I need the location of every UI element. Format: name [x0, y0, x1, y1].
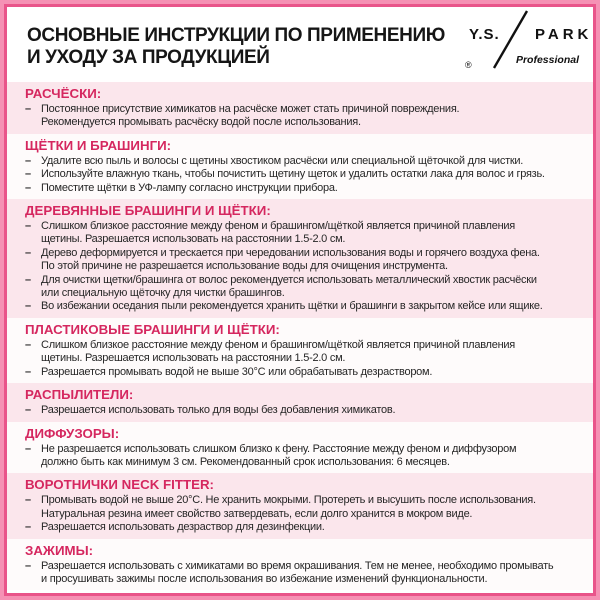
- dash-marker: –: [25, 338, 32, 351]
- bullet-line: Рекомендуется промывать расчёску водой после использования.: [41, 116, 361, 129]
- bullet-list: [25, 494, 590, 534]
- care-section: [4, 82, 596, 134]
- bullet-item: [25, 560, 590, 587]
- dash-marker: –: [25, 494, 32, 507]
- bullet-item: [25, 247, 590, 274]
- bullet-item: [25, 404, 590, 417]
- bullet-list: [25, 103, 590, 130]
- sheet-header: [4, 4, 596, 82]
- bullet-text: [41, 103, 590, 130]
- bullet-text: [41, 155, 590, 168]
- registered-trademark-icon: ®: [465, 60, 472, 70]
- bullet-item: [25, 103, 590, 130]
- care-sections: [4, 82, 596, 590]
- bullet-text: [41, 521, 590, 534]
- dash-marker: –: [25, 181, 32, 194]
- bullet-line: щетины. Разрешается использовать на расстоянии 1.5-2.0 см.: [41, 233, 346, 246]
- section-heading: ДЕРЕВЯННЫЕ БРАШИНГИ И ЩЁТКИ:: [25, 203, 271, 219]
- care-section: [4, 383, 596, 421]
- bullet-line: Разрешается промывать водой не выше 30°C или обрабатывать дезраствором.: [41, 365, 433, 378]
- bullet-text: [41, 247, 590, 274]
- bullet-list: [25, 220, 590, 314]
- bullet-text: [41, 220, 590, 247]
- bullet-line: Разрешается использовать дезраствор для дезинфекции.: [41, 521, 325, 534]
- section-heading: ПЛАСТИКОВЫЕ БРАШИНГИ И ЩЁТКИ:: [25, 321, 280, 337]
- care-section: [4, 422, 596, 474]
- bullet-item: [25, 182, 590, 195]
- bullet-item: [25, 168, 590, 181]
- bullet-list: [25, 560, 590, 587]
- logo-ys-text: Y.S.: [469, 26, 500, 43]
- bullet-line: Поместите щётки в УФ-лампу согласно инструкции прибора.: [41, 181, 338, 194]
- dash-marker: –: [25, 300, 32, 313]
- bullet-text: [41, 274, 590, 301]
- dash-marker: –: [25, 220, 32, 233]
- bullet-item: [25, 443, 590, 470]
- bullet-item: [25, 494, 590, 521]
- bullet-item: [25, 339, 590, 366]
- bullet-line: Для очистки щетки/брашинга от волос рекомендуется использовать металлический хвостик расчёски: [41, 273, 537, 286]
- dash-marker: –: [25, 154, 32, 167]
- section-heading: РАСПЫЛИТЕЛИ:: [25, 387, 134, 403]
- bullet-line: или специальную щёточку для чистки брашингов.: [41, 287, 285, 300]
- bullet-item: [25, 300, 590, 313]
- bullet-text: [41, 366, 590, 379]
- dash-marker: –: [25, 365, 32, 378]
- page-title-line1: ОСНОВНЫЕ ИНСТРУКЦИИ ПО ПРИМЕНЕНИЮ: [27, 25, 445, 46]
- dash-marker: –: [25, 246, 32, 259]
- dash-marker: –: [25, 168, 32, 181]
- bullet-line: и просушивать зажимы после использования во избежание изменений функциональности.: [41, 572, 488, 585]
- bullet-item: [25, 521, 590, 534]
- bullet-item: [25, 366, 590, 379]
- bullet-text: [41, 494, 590, 521]
- care-section: [4, 539, 596, 591]
- bullet-list: [25, 339, 590, 379]
- bullet-line: Постоянное присутствие химикатов на расчёске может стать причиной повреждения.: [41, 103, 460, 115]
- bullet-line: Во избежании оседания пыли рекомендуется хранить щётки и брашинги в закрытом кейсе или ящике.: [41, 300, 543, 313]
- bullet-line: должно быть как минимум 3 см. Рекомендованный срок использования: 6 месяцев.: [41, 455, 450, 468]
- bullet-line: Разрешается использовать только для воды без добавления химикатов.: [41, 404, 396, 417]
- section-heading: ЗАЖИМЫ:: [25, 542, 94, 558]
- section-heading: ВОРОТНИЧКИ NECK FITTER:: [25, 477, 214, 493]
- care-section: [4, 473, 596, 538]
- dash-marker: –: [25, 442, 32, 455]
- bullet-item: [25, 155, 590, 168]
- bullet-text: [41, 182, 590, 195]
- section-heading: ЩЁТКИ И БРАШИНГИ:: [25, 137, 172, 153]
- bullet-text: [41, 300, 590, 313]
- care-section: [4, 318, 596, 383]
- bullet-text: [41, 560, 590, 587]
- bullet-text: [41, 168, 590, 181]
- bullet-list: [25, 443, 590, 470]
- section-heading: РАСЧЁСКИ:: [25, 86, 102, 101]
- bullet-line: Удалите всю пыль и волосы с щетины хвостиком расчёски или специальной щёточкой для чистки.: [41, 154, 524, 167]
- bullet-line: Слишком близкое расстояние между феном и брашингом/щёткой является причиной плавления: [41, 220, 516, 233]
- page-title-line2: И УХОДУ ЗА ПРОДУКЦИЕЙ: [27, 46, 270, 68]
- dash-marker: –: [25, 559, 32, 572]
- care-section: [4, 199, 596, 318]
- bullet-line: Натуральная резина имеет свойство затвердевать, если долго хранится в мокром виде.: [41, 507, 473, 520]
- bullet-line: Слишком близкое расстояние между феном и брашингом/щёткой является причиной плавления: [41, 338, 516, 351]
- logo-professional-text: Professional: [515, 54, 579, 66]
- bullet-line: щетины. Разрешается использовать на расстоянии 1.5-2.0 см.: [41, 352, 346, 365]
- bullet-line: Используйте влажную ткань, чтобы почистить щетину щеток и удалить остатки лака для волос и грязь.: [41, 168, 545, 181]
- bullet-text: [41, 339, 590, 366]
- bullet-list: [25, 404, 590, 417]
- dash-marker: –: [25, 103, 32, 115]
- bullet-line: Промывать водой не выше 20°C. Не хранить мокрыми. Протереть и высушить после использования.: [41, 494, 536, 507]
- bullet-item: [25, 274, 590, 301]
- care-section: [4, 134, 596, 199]
- bullet-list: [25, 155, 590, 195]
- bullet-text: [41, 404, 590, 417]
- bullet-item: [25, 220, 590, 247]
- bullet-text: [41, 443, 590, 470]
- dash-marker: –: [25, 273, 32, 286]
- bullet-line: Разрешается использовать с химикатами во время окрашивания. Тем не менее, необходимо промывать: [41, 559, 554, 572]
- dash-marker: –: [25, 404, 32, 417]
- section-heading: ДИФФУЗОРЫ:: [25, 425, 120, 441]
- bullet-line: По этой причине не разрешается использование воды для очищения инструмента.: [41, 260, 448, 273]
- bullet-line: Дерево деформируется и трескается при чередовании использования воды и горячего воздуха фена.: [41, 246, 540, 259]
- bullet-line: Не разрешается использовать слишком близко к фену. Расстояние между феном и диффузором: [41, 442, 517, 455]
- logo-park-text: PARK: [535, 26, 593, 43]
- ys-park-logo: [449, 10, 593, 76]
- dash-marker: –: [25, 521, 32, 534]
